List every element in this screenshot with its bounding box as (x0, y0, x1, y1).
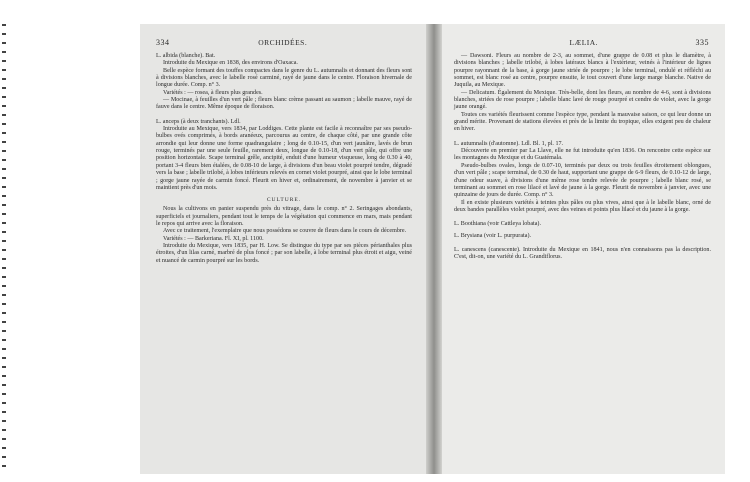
right-running-head (458, 38, 709, 47)
paragraph: Variétés : — Barkeriana. Fl. XI, pl. 1100. (163, 235, 264, 242)
right-page-number: 335 (695, 38, 709, 47)
paragraph: Introduite du Mexique, vers 1835, par H. Low. Se distingue du type par ses pièces périanthales plus étroites, d'un lilas carné, marbré de plus foncé ; par son labelle, à lobe terminal plus étroit et aigu, veiné et nuancé de carmin pourpré sur les bords. (156, 242, 412, 264)
paragraph: — Dawsoni. Fleurs au nombre de 2-3, au sommet, d'une grappe de 0.08 et plus le diamètre, à divisions blanches ; labelle trilobé, à lobes latéraux blancs à l'extérieur, veinés à l'intérieur de lignes pourpre rayonnant de la base, à gorge jaune striée de pourpre ; le lobe terminal, ondulé et réfléchi au sommet, est blanc rosé au centre, pourpre ensuite, le tout couvert d'une large marge blanche. Native de Juquila, au Mexique. (454, 53, 711, 89)
entry-heading-autumnalis: L. autumnalis (d'automne). Ldl. Bl. 1, pl. 17. (454, 140, 564, 147)
paragraph: Introduite du Mexique en 1838, des environs d'Oaxaca. (163, 60, 298, 67)
paragraph: Toutes ces variétés fleurissent comme l'espèce type, pendant la mauvaise saison, ce qui leur donne un grand mérite. Provenant de stations élevées et près de la limite du tropique, elles exigent peu de chaleur en hiver. (454, 111, 711, 133)
paragraph: — Mocinae, à feuilles d'un vert pâle ; fleurs blanc crème passant au saumon ; labelle mauve, rayé de fauve dans le centre. Même époque de floraison. (156, 97, 412, 111)
entry-heading-brysiana: L. Brysiana (voir L. purpurata). (454, 232, 531, 239)
entry-heading-albida: L. albida (blanche). Bat. (156, 53, 216, 59)
paragraph: Découverte en premier par La Llave, elle ne fut introduite qu'en 1836. On rencontre cette espèce sur les montagnes du Mexique et du Guatémala. (454, 148, 711, 162)
entry-heading-boothiana: L. Boothiana (voir Cattleya lobata). (454, 221, 541, 228)
left-running-title: ORCHIDÉES. (258, 38, 308, 47)
paragraph: Belle espèce formant des touffes compactes dans le genre du L. autumnalis et donnant des fleurs sont à divisions blanches, avec le labelle rosé carminé, rayé de jaune dans le centre. Floraison hivernale de longue durée. Comp. n° 3. (156, 67, 412, 89)
entry-heading-canescens: L. canescens (canescente). Introduite du Mexique en 1841, nous n'en connaissons pas la description. C'est, dit-on, une variété du L. Grandiflorus. (454, 246, 711, 261)
paragraph: Avec ce traitement, l'exemplaire que nous possédons se couvre de fleurs dans le cours de décembre. (163, 228, 407, 235)
culture-heading: CULTURE. (266, 197, 302, 204)
right-page-text (454, 53, 711, 262)
left-page-text (156, 53, 412, 265)
book-gutter (426, 24, 442, 474)
paragraph: — Delicatum. Également du Mexique. Très-belle, dont les fleurs, au nombre de 4-6, sont à divisions blanches, striées de rose pourpre ; labelle blanc lavé de rouge pourpré et cendre de violet, avec la gorge jaune orangé. (454, 89, 711, 111)
paragraph: Introduite au Mexique, vers 1834, par Loddiges. Cette plante est facile à reconnaître par ses pseudo-bulbes ovés comprimés, à bords aranéeux, parcourus au centre, de chaque côté, par une grande côte arrondie qui leur donne une forme quadrangulaire ; long de 0.10-15, d'un vert jaunâtre, lavés de brun rouge, terminés par une seule feuille, rarement deux, longue de 0.10-18, d'un vert pâle, qui offre une position horizontale. Scape terminal grêle, ancipité, enduit d'une humeur visqueuse, long de 0.30 à 40, portant 3-4 fleurs bien étalées, de 0.08-10 de large, à divisions d'un beau violet pourpré tendre, dégradé vers la base ; labelle trilobé, à lobes inférieurs relevés en cornet violet pourpré, ainsi que le lobe terminal ; gorge jaune rayée de carmin foncé. Fleurit en hiver et, ordinairement, de novembre à janvier et se maintient près d'un mois. (156, 126, 412, 191)
paragraph: Il en existe plusieurs variétés à teintes plus pâles ou plus vives, ainsi que à le labelle blanc, orné de deux bandes parallèles violet pourpré, avec des veines et points plus lilacé et du jaune à la gorge. (454, 199, 711, 213)
right-running-title: LÆLIA. (569, 38, 599, 47)
paragraph: Variétés : — rosea, à fleurs plus grandes. (163, 89, 263, 96)
left-page-number: 334 (156, 38, 170, 47)
paragraph: Pseudo-bulbes ovales, longs de 0.07-10, terminés par deux ou trois feuilles étroitement oblongues, d'un vert pâle ; scape terminal, de 0.30 de haut, supportant une grappe de 6-9 fleurs, de 0.10-12 de large, d'une odeur suave, à divisions d'une même rose tendre relevée de pourpre ; labelle blanc rosé, se terminant au sommet en rose lilacé et lavé de jaune à la gorge. Fleurit de novembre à janvier, avec une quinzaine de jours de durée. Comp. n° 3. (454, 162, 711, 199)
left-running-head (156, 38, 410, 47)
entry-heading-anceps: L. anceps (à deux tranchants). Ldl. (156, 118, 241, 125)
left-page (140, 24, 426, 474)
open-book-scan (140, 24, 725, 474)
paragraph: Nous la cultivons en panier suspendu près du vitrage, dans le comp. n° 2. Seringages abondants, superficiels et journaliers, pendant tout le temps de la végétation qui commence en mars, mais pendant le repos qui arrive avec la floraison. (156, 206, 412, 227)
right-page (442, 24, 725, 474)
scan-edge-marks (2, 24, 6, 474)
